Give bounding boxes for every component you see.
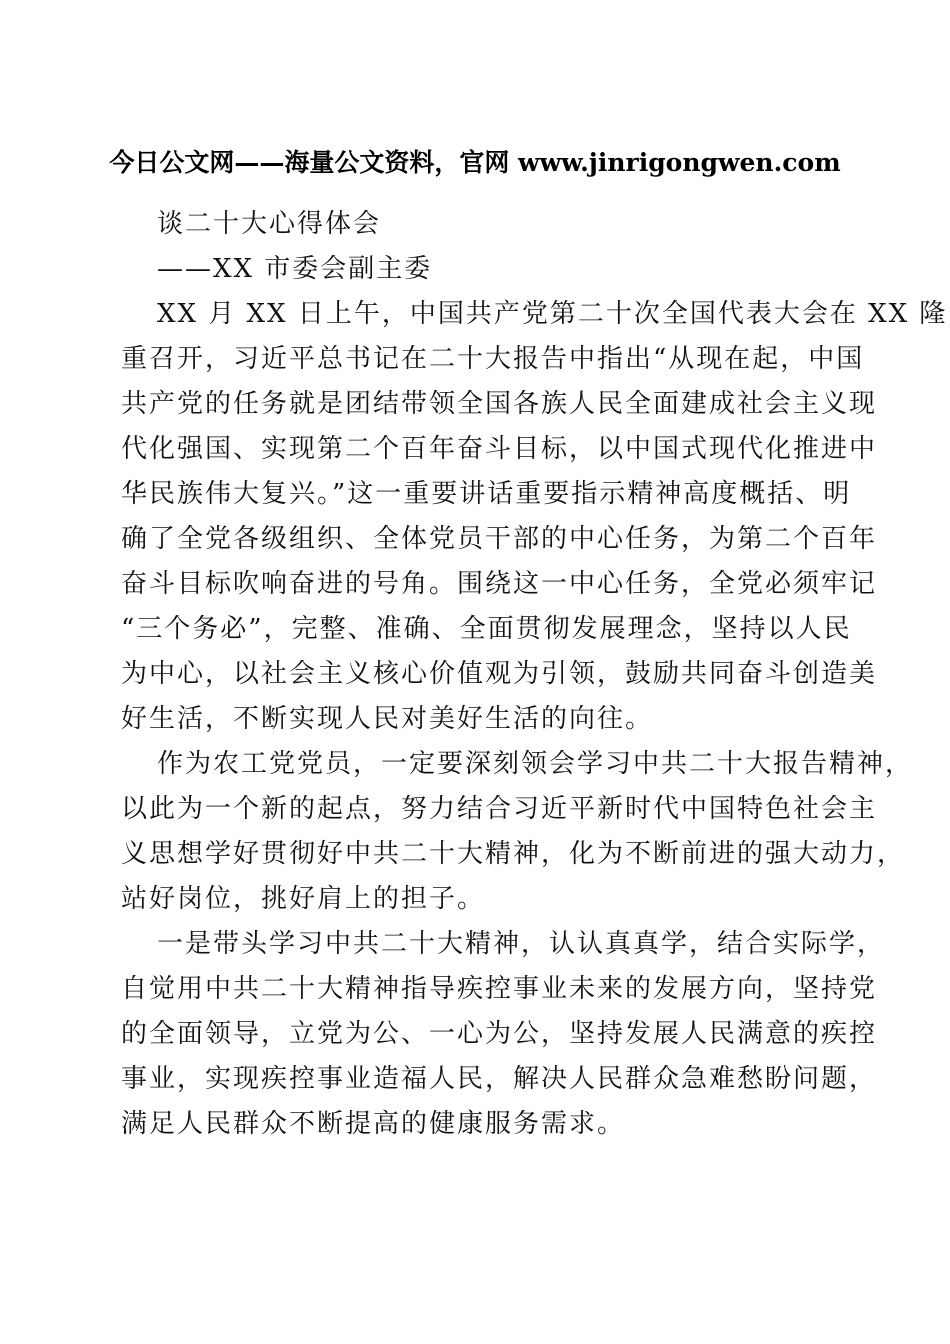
paragraph-line: XX 月 XX 日上午，中国共产党第二十次全国代表大会在 XX 隆: [157, 299, 948, 329]
paragraph-line: 确了全党各级组织、全体党员干部的中心任务，为第二个百年: [121, 524, 878, 554]
paragraph-line: 奋斗目标吹响奋进的号角。围绕这一中心任务，全党必须牢记: [121, 569, 878, 599]
paragraph-line: 好生活，不断实现人民对美好生活的向往。: [121, 704, 654, 734]
document-author: ——XX 市委会副主委: [157, 254, 433, 284]
site-header-banner: 今日公文网——海量公文资料，官网 www.jinrigongwen.com: [109, 148, 841, 177]
paragraph-line: 华民族伟大复兴。”这一重要讲话重要指示精神高度概括、明: [121, 479, 852, 509]
paragraph-line: 满足人民群众不断提高的健康服务需求。: [121, 1109, 626, 1139]
paragraph-line: 为中心，以社会主义核心价值观为引领，鼓励共同奋斗创造美: [121, 659, 878, 689]
paragraph-line: 一是带头学习中共二十大精神，认认真真学，结合实际学，: [157, 929, 886, 959]
paragraph-line: “三个务必”，完整、准确、全面贯彻发展理念，坚持以人民: [121, 614, 852, 644]
paragraph-line: 作为农工党党员，一定要深刻领会学习中共二十大报告精神，: [157, 749, 914, 779]
paragraph-line: 重召开，习近平总书记在二十大报告中指出“从现在起，中国: [121, 344, 865, 374]
document-body: [121, 202, 948, 1147]
paragraph-line: 站好岗位，挑好肩上的担子。: [121, 884, 486, 914]
paragraph-line: 自觉用中共二十大精神指导疾控事业未来的发展方向，坚持党: [121, 974, 878, 1004]
paragraph-line: 以此为一个新的起点，努力结合习近平新时代中国特色社会主: [121, 794, 878, 824]
paragraph-3: [121, 922, 886, 1147]
paragraph-line: 的全面领导，立党为公、一心为公，坚持发展人民满意的疾控: [121, 1019, 878, 1049]
paragraph-line: 共产党的任务就是团结带领全国各族人民全面建成社会主义现: [121, 389, 878, 419]
document-title: 谈二十大心得体会: [157, 209, 382, 239]
paragraph-line: 义思想学好贯彻好中共二十大精神，化为不断前进的强大动力，: [121, 839, 906, 869]
paragraph-line: 代化强国、实现第二个百年奋斗目标，以中国式现代化推进中: [121, 434, 878, 464]
paragraph-2: [121, 742, 914, 922]
paragraph-1: [121, 292, 948, 742]
paragraph-line: 事业，实现疾控事业造福人民，解决人民群众急难愁盼问题，: [121, 1064, 878, 1094]
